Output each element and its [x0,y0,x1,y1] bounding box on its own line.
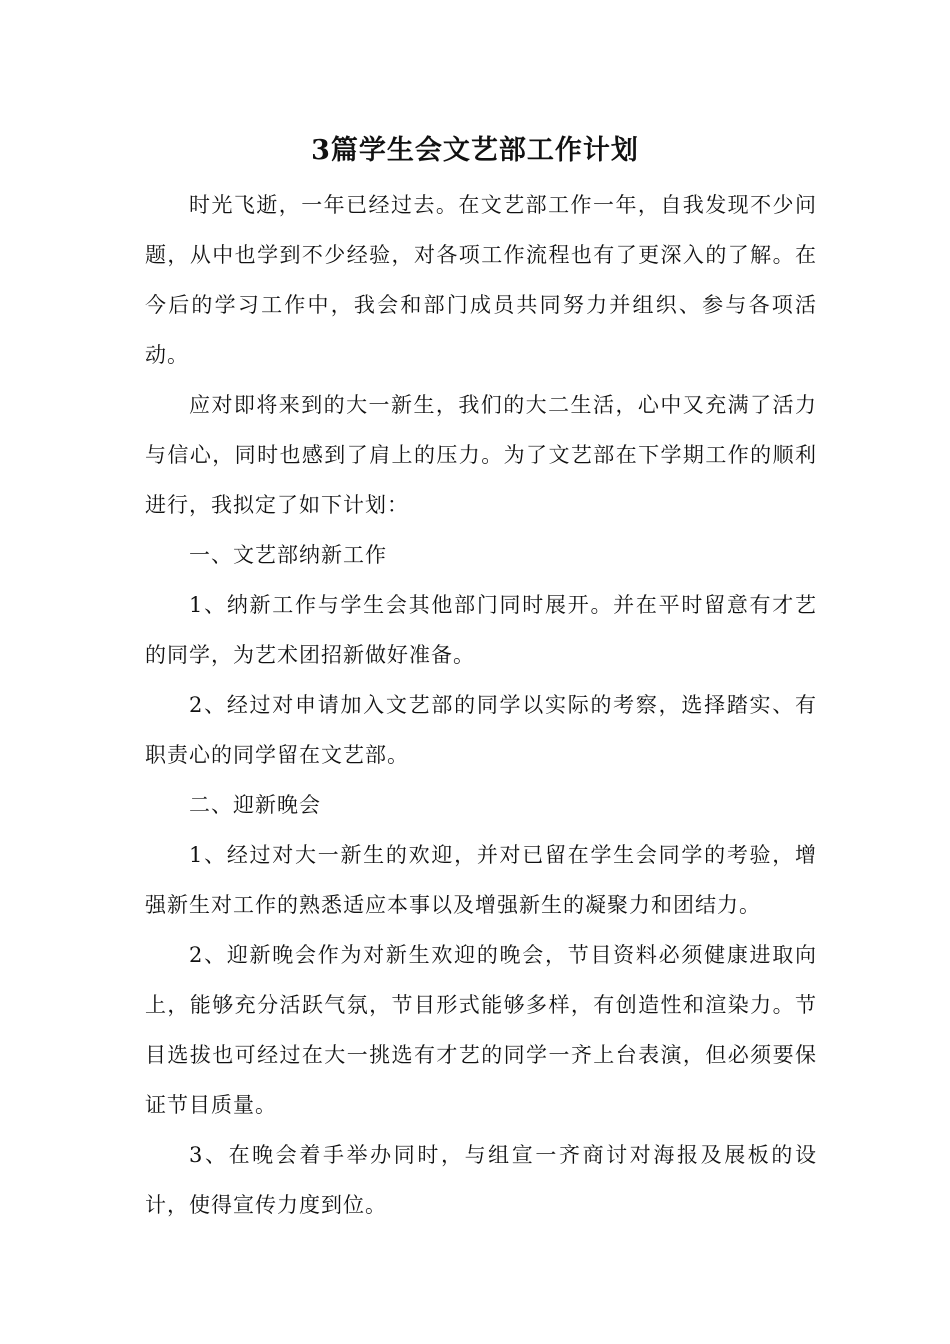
paragraph-recruitment-1: 1、纳新工作与学生会其他部门同时展开。并在平时留意有才艺的同学，为艺术团招新做好准备。 [145,593,817,667]
paragraph-recruitment-2: 2、经过对申请加入文艺部的同学以实际的考察，选择踏实、有职责心的同学留在文艺部。 [145,693,817,767]
section-heading-recruitment: 一、文艺部纳新工作 [189,543,387,567]
document-title: 3篇学生会文艺部工作计划 [311,135,639,166]
paragraph-welcome-3: 3、在晚会着手举办同时，与组宣一齐商讨对海报及展板的设计，使得宣传力度到位。 [145,1143,817,1217]
section-heading-welcome-party: 二、迎新晚会 [189,793,321,817]
document-body [145,180,817,1230]
paragraph-welcome-2: 2、迎新晚会作为对新生欢迎的晚会，节目资料必须健康进取向上，能够充分活跃气氛，节目形式能够多样，有创造性和渲染力。节目选拔也可经过在大一挑选有才艺的同学一齐上台表演，但必须要保证节目质量。 [145,943,817,1117]
paragraph-welcome-1: 1、经过对大一新生的欢迎，并对已留在学生会同学的考验，增强新生对工作的熟悉适应本事以及增强新生的凝聚力和团结力。 [145,843,817,917]
paragraph-intro: 时光飞逝，一年已经过去。在文艺部工作一年，自我发现不少问题，从中也学到不少经验，对各项工作流程也有了更深入的了解。在今后的学习工作中，我会和部门成员共同努力并组织、参与各项活动。 [145,193,817,367]
paragraph-plan-intro: 应对即将来到的大一新生，我们的大二生活，心中又充满了活力与信心，同时也感到了肩上的压力。为了文艺部在下学期工作的顺利进行，我拟定了如下计划： [145,393,817,517]
